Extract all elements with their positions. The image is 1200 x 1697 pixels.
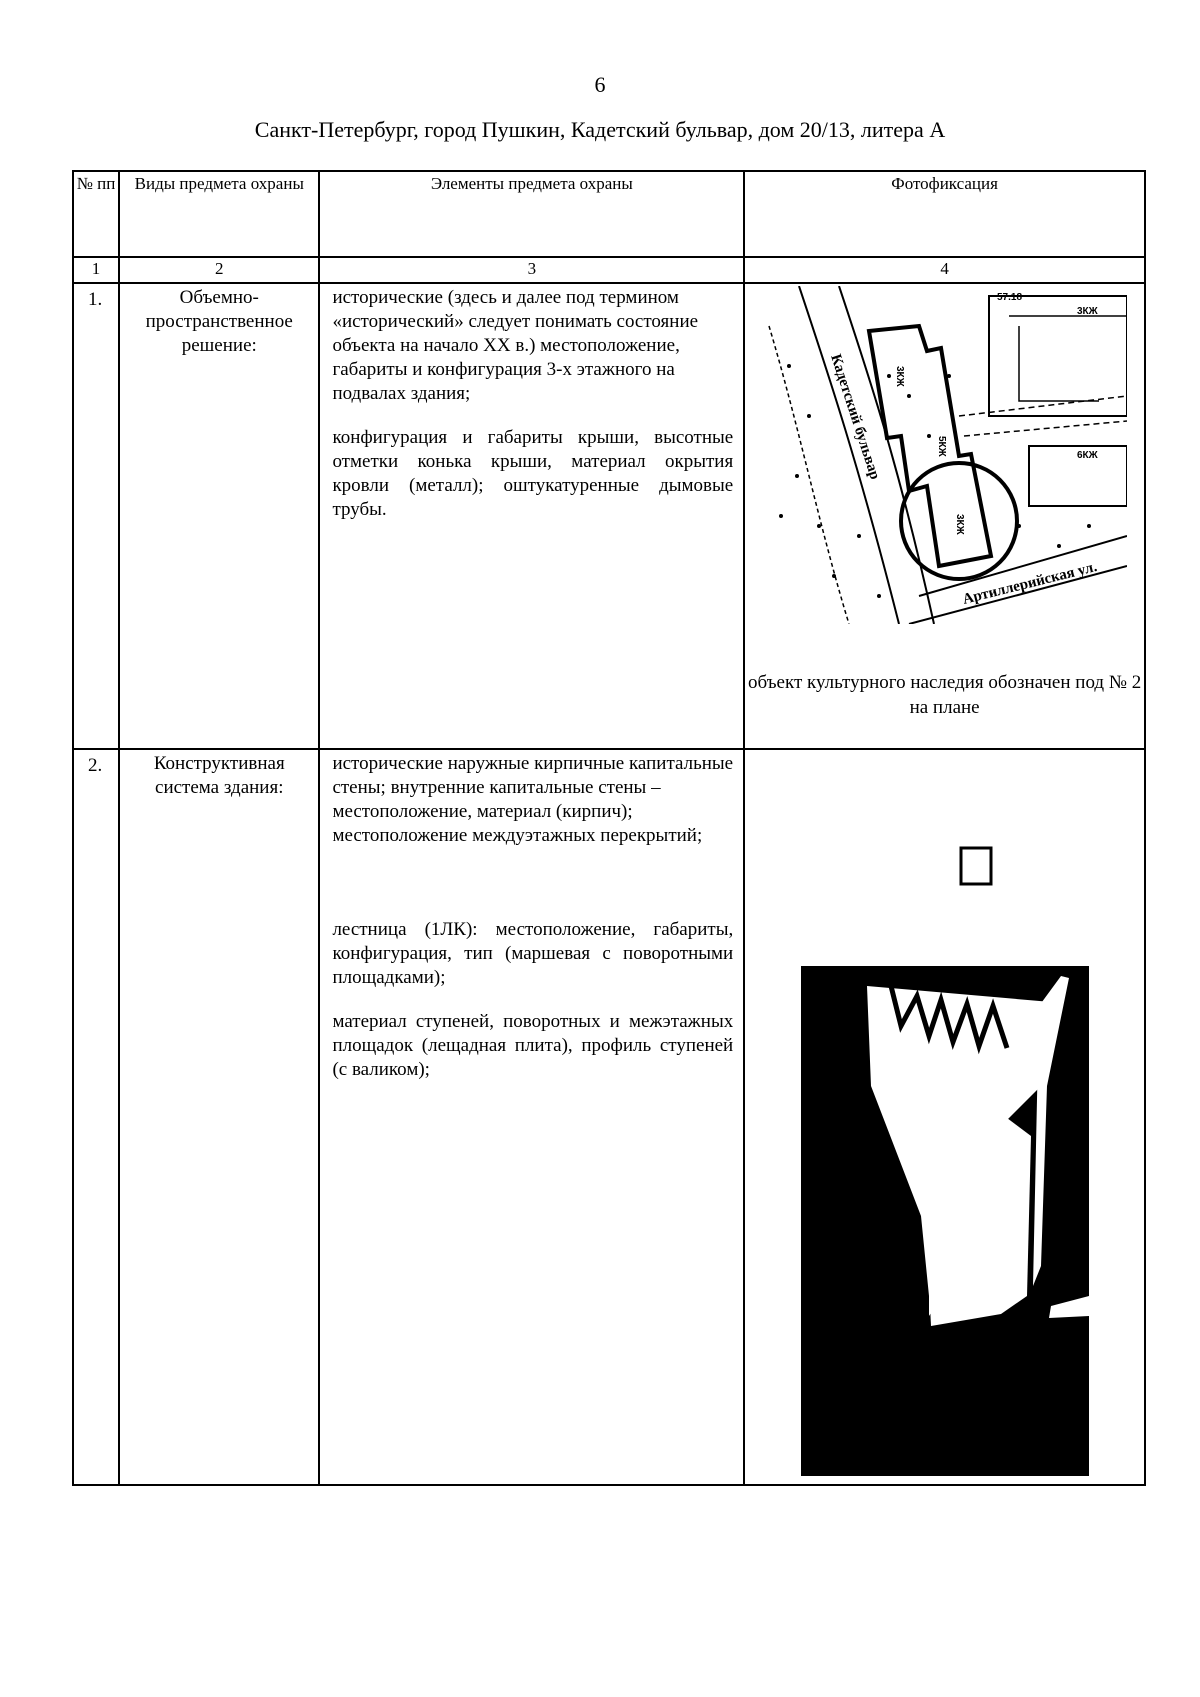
header-num: № пп — [73, 171, 119, 257]
header-elements: Элементы предмета охраны — [319, 171, 744, 257]
protection-kind: Объемно-пространственное решение: — [119, 283, 319, 749]
column-number: 4 — [744, 257, 1145, 283]
column-number: 1 — [73, 257, 119, 283]
elements-paragraph: материал ступеней, поворотных и межэтажных площадок (лещадная плита), профиль ступеней (с валиком); — [332, 1011, 734, 1080]
site-plan-map — [759, 286, 1127, 624]
protection-kind: Конструктивная система здания: — [119, 749, 319, 1485]
protection-elements — [319, 749, 744, 1485]
map-mark: 3КЖ — [1077, 306, 1098, 317]
photo-caption: объект культурного наследия обозначен под № 2 на плане — [748, 672, 1142, 718]
protection-elements — [319, 283, 744, 749]
page-number: 6 — [594, 72, 606, 97]
table-row — [73, 283, 1145, 749]
protection-table — [72, 170, 1146, 1486]
placeholder-frame — [959, 846, 993, 886]
header-kind: Виды предмета охраны — [119, 171, 319, 257]
elements-paragraph: исторические наружные кирпичные капитальные стены; внутренние капитальные стены – местоположение, материал (кирпич); местоположение междуэтажных перекрытий; — [332, 753, 734, 846]
header-photo: Фотофиксация — [744, 171, 1145, 257]
elements-paragraph: конфигурация и габариты крыши, высотные отметки конька крыши, материал окрытия кровли (металл); оштукатуренные дымовые трубы. — [332, 427, 734, 520]
map-mark: 3КЖ — [894, 366, 906, 387]
row-number: 1. — [73, 283, 119, 749]
map-mark: 6КЖ — [1077, 450, 1098, 461]
map-street-label: Артиллерийская ул. — [961, 559, 1099, 608]
table-header-row — [73, 171, 1145, 257]
map-mark: 3КЖ — [954, 514, 966, 535]
row-number: 2. — [73, 749, 119, 1485]
staircase-photo — [801, 966, 1089, 1476]
photo-cell — [744, 283, 1145, 749]
document-title: Санкт-Петербург, город Пушкин, Кадетский бульвар, дом 20/13, литера А — [254, 117, 946, 142]
photo-cell — [744, 749, 1145, 1485]
map-mark: 57.18 — [997, 292, 1023, 303]
map-mark: 5КЖ — [936, 436, 948, 457]
elements-paragraph: исторические (здесь и далее под термином «исторический» следует понимать состояние объекта на начало XX в.) местоположение, габариты и конфигурация 3-х этажного на подвалах здания; — [332, 287, 699, 404]
column-number-row — [73, 257, 1145, 283]
column-number: 3 — [319, 257, 744, 283]
map-street-label: Кадетский бульвар — [827, 352, 884, 482]
table-row — [73, 749, 1145, 1485]
elements-paragraph: лестница (1ЛК): местоположение, габариты, конфигурация, тип (маршевая с поворотными площадками); — [332, 919, 734, 988]
column-number: 2 — [119, 257, 319, 283]
